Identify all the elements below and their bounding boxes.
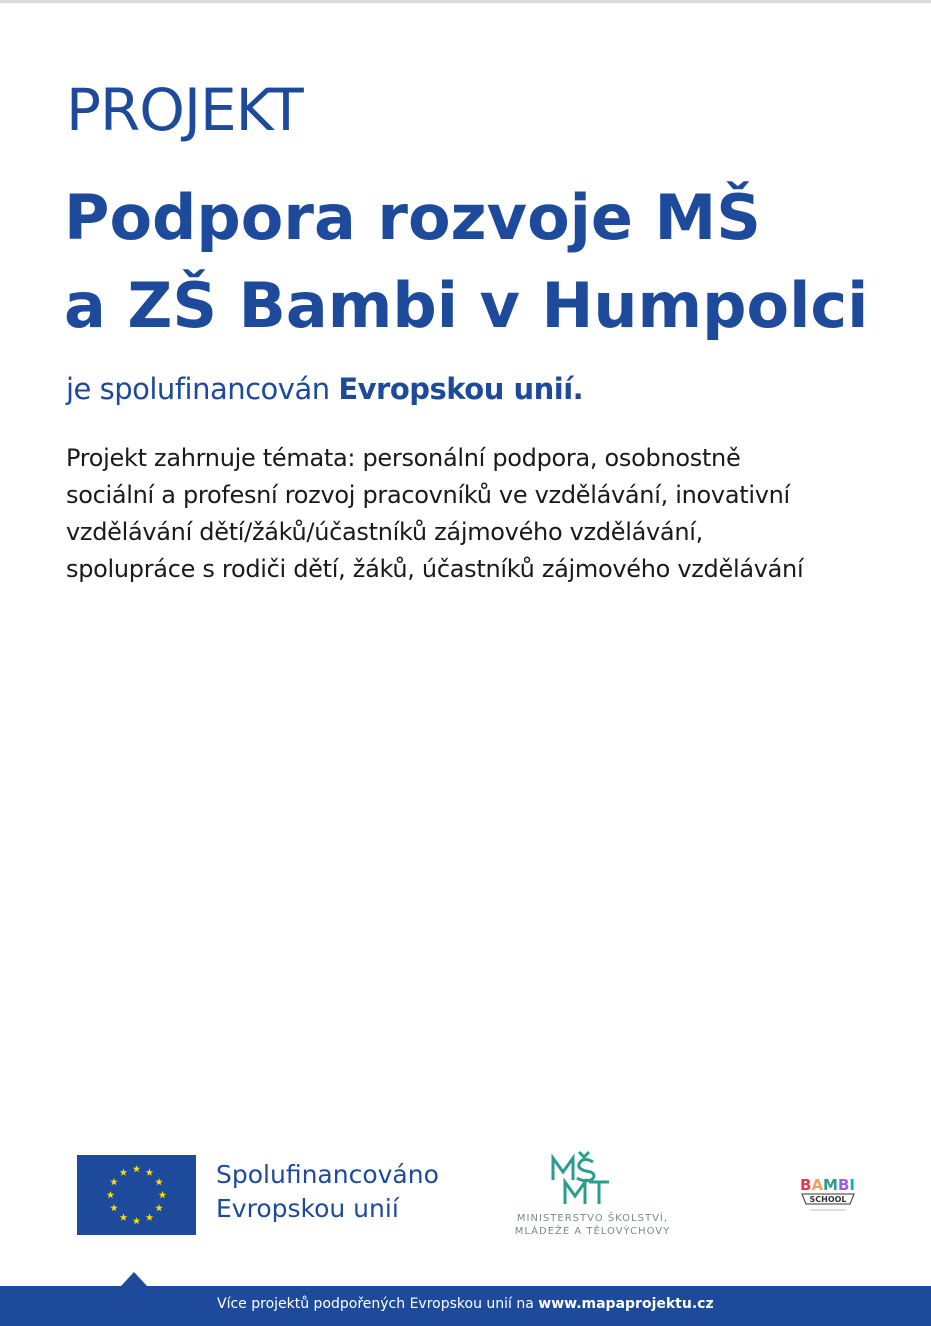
top-border xyxy=(0,0,931,3)
msmt-caption-line: MLÁDEŽE A TĚLOVÝCHOVY xyxy=(514,1226,671,1237)
project-title-line: a ZŠ Bambi v Humpolci xyxy=(64,269,869,342)
project-title xyxy=(64,174,868,350)
eu-star-icon xyxy=(146,1168,154,1175)
eu-flag-logo xyxy=(77,1155,196,1235)
project-description xyxy=(66,440,886,588)
description-line: spolupráce s rodiči dětí, žáků, účastníků zájmového vzdělávání xyxy=(66,555,804,583)
eu-star-icon xyxy=(155,1178,163,1185)
description-line: vzdělávání dětí/žáků/účastníků zájmového vzdělávání, xyxy=(66,518,703,546)
footer-link[interactable]: www.mapaprojektu.cz xyxy=(538,1296,714,1312)
svg-text:SCHOOL: SCHOOL xyxy=(809,1195,847,1204)
eu-star-icon xyxy=(159,1191,167,1198)
eu-star-icon xyxy=(133,1217,141,1224)
description-line: Projekt zahrnuje témata: personální podpora, osobnostně xyxy=(66,444,741,472)
eu-star-icon xyxy=(155,1204,163,1211)
eu-text-line: Spolufinancováno xyxy=(216,1160,439,1189)
projekt-label: PROJEKT xyxy=(66,76,303,144)
footer-text xyxy=(217,1296,714,1312)
project-title-line: Podpora rozvoje MŠ xyxy=(64,181,761,254)
cofinanced-prefix: je spolufinancován xyxy=(66,372,339,406)
eu-star-icon xyxy=(110,1178,118,1185)
cofinanced-statement xyxy=(66,372,583,406)
msmt-monogram-icon xyxy=(505,1150,680,1212)
eu-star-icon xyxy=(133,1165,141,1172)
eu-star-icon xyxy=(120,1214,128,1221)
eu-text-line: Evropskou unií xyxy=(216,1194,399,1223)
eu-stars-icon xyxy=(77,1155,196,1235)
eu-star-icon xyxy=(107,1191,115,1198)
bambi-school-logo xyxy=(796,1170,860,1216)
msmt-caption xyxy=(505,1212,680,1238)
msmt-caption-line: MINISTERSTVO ŠKOLSTVÍ, xyxy=(516,1213,669,1224)
description-line: sociální a profesní rozvoj pracovníků ve vzdělávání, inovativní xyxy=(66,481,790,509)
footer-notch xyxy=(121,1272,147,1286)
footer-prefix: Více projektů podpořených Evropskou unií na xyxy=(217,1296,539,1312)
eu-star-icon xyxy=(110,1204,118,1211)
cofinanced-bold: Evropskou unií. xyxy=(338,372,584,406)
svg-text:BAMBI: BAMBI xyxy=(800,1176,856,1194)
bambi-logo-icon xyxy=(796,1170,860,1216)
eu-star-icon xyxy=(120,1168,128,1175)
eu-star-icon xyxy=(146,1214,154,1221)
eu-cofinanced-text xyxy=(216,1158,439,1226)
